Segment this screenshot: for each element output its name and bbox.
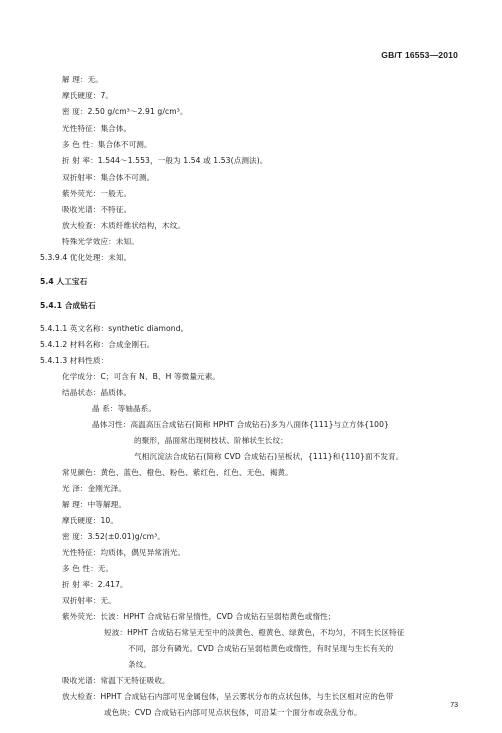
- text-line: 短波：HPHT 合成钻石常呈无至中的淡黄色、橙黄色、绿黄色，不均匀，不同生长区特征: [104, 628, 405, 637]
- text-line: 摩氏硬度：7。: [62, 91, 114, 100]
- text-line: 放大检查：木质纤维状结构，木纹。: [62, 221, 186, 230]
- text-line: 条纹。: [128, 660, 152, 669]
- text-line: 结晶状态：晶质体。: [62, 388, 132, 397]
- text-line: 光性特征：均质体，偶见异常消光。: [62, 548, 186, 557]
- standard-code-header: GB/T 16553—2010: [381, 50, 458, 60]
- text-line: 气相沉淀法合成钻石(简称 CVD 合成钻石)呈板状，{111}和{110}面不发育。: [134, 452, 404, 461]
- section-heading: 5.4.1.2 材料名称：合成金刚石。: [40, 340, 155, 349]
- text-line: 多 色 性：无。: [62, 564, 114, 573]
- text-line: 不同，部分有磷光。CVD 合成钻石呈弱桔黄色或惰性，有时呈现与生长有关的: [128, 644, 394, 653]
- text-line: 吸收光谱：不特征。: [62, 205, 132, 214]
- page-number: 73: [450, 702, 458, 709]
- text-line: 紫外荧光：一般无。: [62, 189, 132, 198]
- section-heading: 5.3.9.4 优化处理：未知。: [40, 253, 132, 262]
- text-line: 密 度：2.50 g/cm³～2.91 g/cm³。: [62, 107, 188, 116]
- section-heading: 5.4.1.3 材料性质：: [40, 356, 109, 365]
- text-line: 双折射率：无。: [62, 596, 116, 605]
- text-line: 多 色 性：集合体不可测。: [62, 140, 152, 149]
- text-line: 光性特征：集合体。: [62, 124, 132, 133]
- text-line: 紫外荧光：长波：HPHT 合成钻石常呈惰性，CVD 合成钻石呈弱桔黄色或惰性；: [62, 612, 336, 621]
- text-line: 晶 系：等轴晶系。: [92, 404, 157, 413]
- text-line: 密 度：3.52(±0.01)g/cm³。: [62, 532, 165, 541]
- text-line: 摩氏硬度：10。: [62, 516, 119, 525]
- text-line: 放大检查：HPHT 合成钻石内部可见金属包体，呈云雾状分布的点状包体，与生长区相对应的色带: [62, 692, 394, 701]
- section-heading: 5.4 人工宝石: [40, 277, 88, 286]
- text-line: 吸收光谱：常温下无特征吸收。: [62, 676, 170, 685]
- text-line: 双折射率：集合体不可测。: [62, 173, 155, 182]
- text-line: 解 理：中等解理。: [62, 500, 127, 509]
- text-line: 的聚形，晶面常出现树枝状、阶梯状生长纹；: [134, 436, 288, 445]
- text-line: 折 射 率：1.544～1.553，一般为 1.54 或 1.53(点测法)。: [62, 156, 268, 165]
- text-line: 晶体习性：高温高压合成钻石(简称 HPHT 合成钻石)多为八面体{111}与立方体{100}: [92, 420, 389, 429]
- section-heading: 5.4.1.1 英文名称：synthetic diamond。: [40, 324, 189, 333]
- text-line: 或色块；CVD 合成钻石内部可见点状包体，可沿某一个面分布或杂乱分布。: [104, 708, 362, 717]
- section-heading: 5.4.1 合成钻石: [40, 301, 96, 310]
- text-line: 折 射 率：2.417。: [62, 580, 128, 589]
- text-line: 解 理：无。: [62, 75, 103, 84]
- text-line: 常见颜色：黄色、蓝色、橙色、粉色、紫红色、红色、无色、褐黄。: [62, 468, 293, 477]
- text-line: 特殊光学效应：未知。: [62, 237, 139, 246]
- text-line: 光 泽：金刚光泽。: [62, 484, 127, 493]
- text-line: 化学成分：C；可含有 N、B、H 等微量元素。: [62, 372, 221, 381]
